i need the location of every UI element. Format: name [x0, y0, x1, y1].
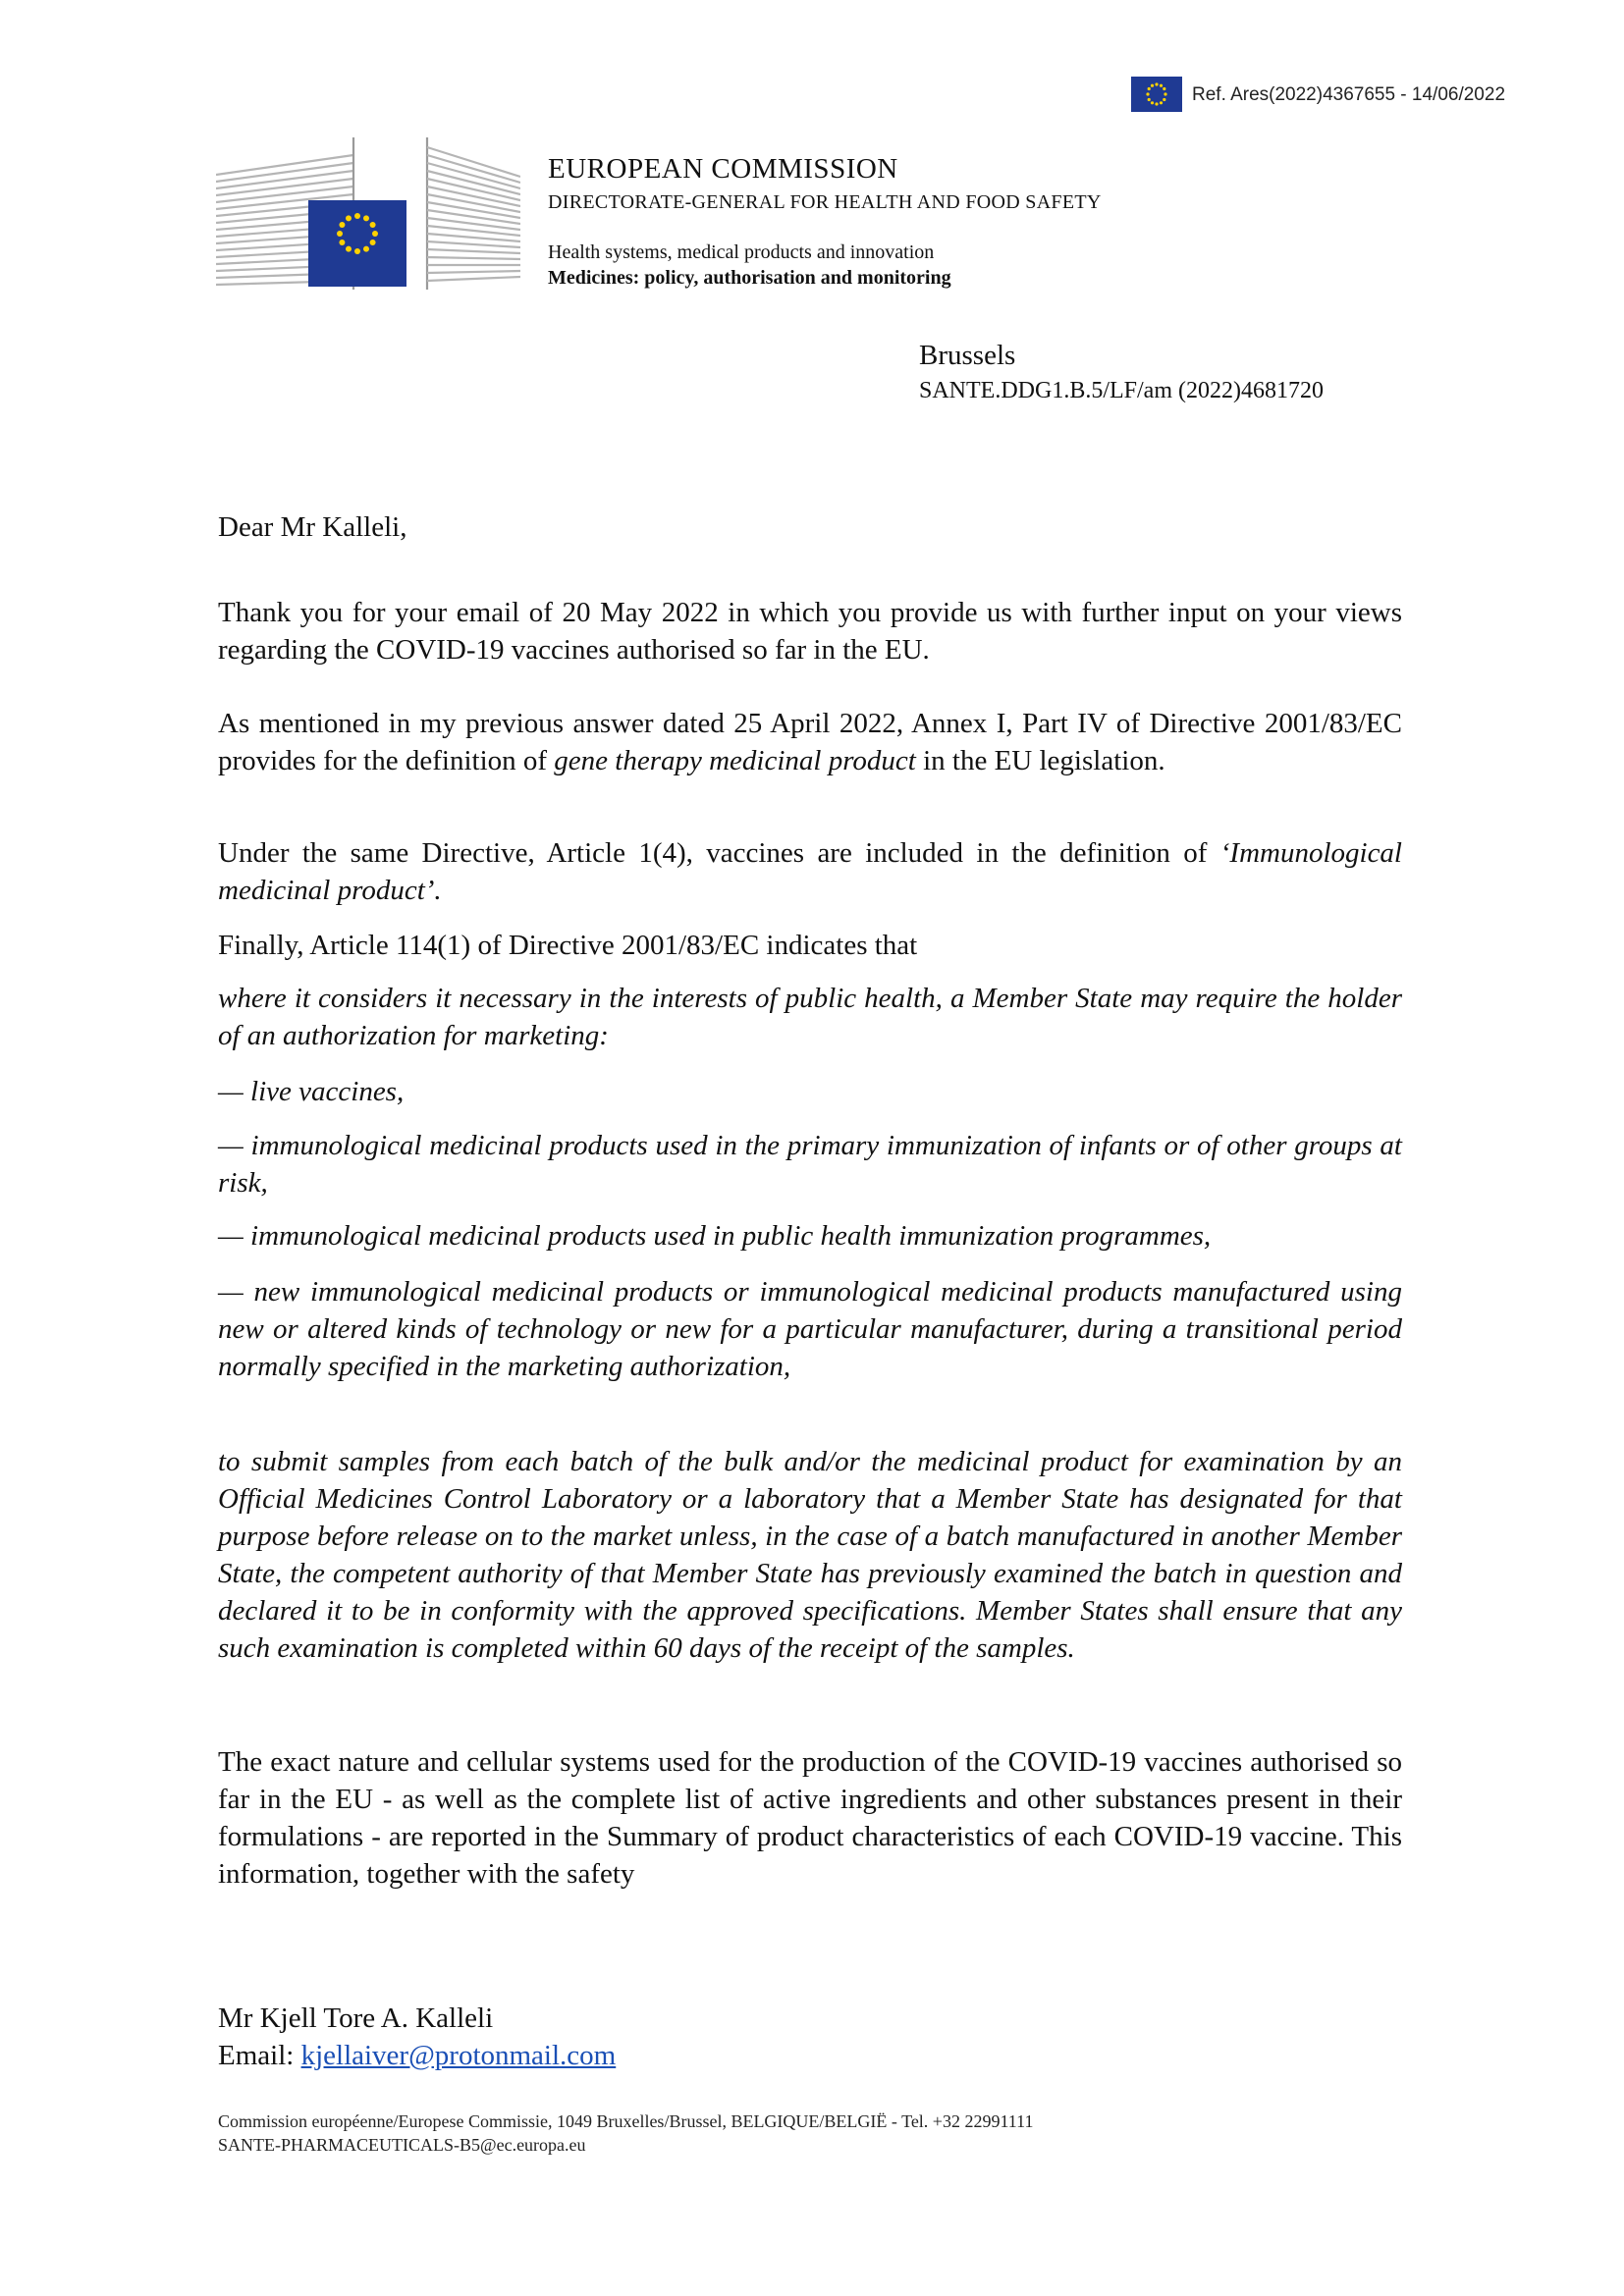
gene-therapy-term: gene therapy medicinal product	[554, 745, 916, 776]
salutation: Dear Mr Kalleli,	[218, 511, 407, 543]
quote-list-item: — immunological medicinal products used in the primary immunization of infants or of other groups at risk,	[218, 1130, 1402, 1199]
paragraph-previous-answer	[218, 705, 1402, 779]
footer-address: Commission européenne/Europese Commissie, 1049 Bruxelles/Brussel, BELGIQUE/BELGIË - Tel. +32 22991111	[218, 2111, 1034, 2131]
organisation-name: EUROPEAN COMMISSION	[548, 153, 898, 185]
email-link[interactable]: kjellaiver@protonmail.com	[300, 2040, 617, 2071]
paragraph-text: in the EU legislation.	[915, 745, 1165, 776]
directorate-general-name: DIRECTORATE-GENERAL FOR HEALTH AND FOOD SAFETY	[548, 191, 1102, 213]
immunological-term: ‘Immunological medicinal product’.	[218, 837, 1402, 906]
quote-intro: where it considers it necessary in the interests of public health, a Member State may require the holder of an authorization for marketing:	[218, 983, 1402, 1051]
paragraph-thanks: Thank you for your email of 20 May 2022 in which you provide us with further input on your views regarding the COVID-19 vaccines authorised so far in the EU.	[218, 597, 1402, 666]
addressee-name: Mr Kjell Tore A. Kalleli	[218, 2002, 494, 2034]
email-label: Email:	[218, 2040, 301, 2071]
unit-name: Medicines: policy, authorisation and monitoring	[548, 267, 951, 289]
european-commission-logo	[216, 137, 520, 290]
directorate-name: Health systems, medical products and innovation	[548, 241, 935, 263]
footer-email: SANTE-PHARMACEUTICALS-B5@ec.europa.eu	[218, 2135, 586, 2155]
paragraph-text: Under the same Directive, Article 1(4), vaccines are included in the definition of	[218, 837, 1220, 869]
letter-city: Brussels	[919, 340, 1016, 371]
quote-list-item: — live vaccines,	[218, 1076, 405, 1107]
paragraph-article-114: Finally, Article 114(1) of Directive 2001/83/EC indicates that	[218, 930, 918, 961]
paragraph-product-characteristics: The exact nature and cellular systems used for the production of the COVID-19 vaccines authorised so far in the EU - as well as the complete list of active ingredients and other substances present in their formulations - are reported in the Summary of product characteristics of each COVID-19 vaccine. This information, together with the safety	[218, 1746, 1402, 1890]
addressee-email-line	[218, 2040, 616, 2072]
letter-reference: SANTE.DDG1.B.5/LF/am (2022)4681720	[919, 378, 1324, 403]
quote-list-item: — immunological medicinal products used in public health immunization programmes,	[218, 1220, 1212, 1252]
paragraph-article-1-4	[218, 834, 1402, 909]
quote-closing: to submit samples from each batch of the bulk and/or the medicinal product for examination by an Official Medicines Control Laboratory or a laboratory that a Member State has designated for that purpose before release on to the market unless, in the case of a batch manufactured in another Member State, the competent authority of that Member State has previously examined the batch in question and declared it to be in conformity with the approved specifications. Member States shall ensure that any such examination is completed within 60 days of the receipt of the samples.	[218, 1446, 1402, 1664]
paragraph-text: As mentioned in my previous answer dated 25 April 2022, Annex I, Part IV of Directive 2001/83/EC provides for the definition of	[218, 708, 1402, 776]
eu-flag-small-icon	[1131, 77, 1182, 112]
quote-list-item: — new immunological medicinal products or immunological medicinal products manufactured using new or altered kinds of technology or new for a particular manufacturer, during a transitional period normally specified in the marketing authorization,	[218, 1276, 1402, 1382]
ares-reference: Ref. Ares(2022)4367655 - 14/06/2022	[1192, 84, 1506, 105]
